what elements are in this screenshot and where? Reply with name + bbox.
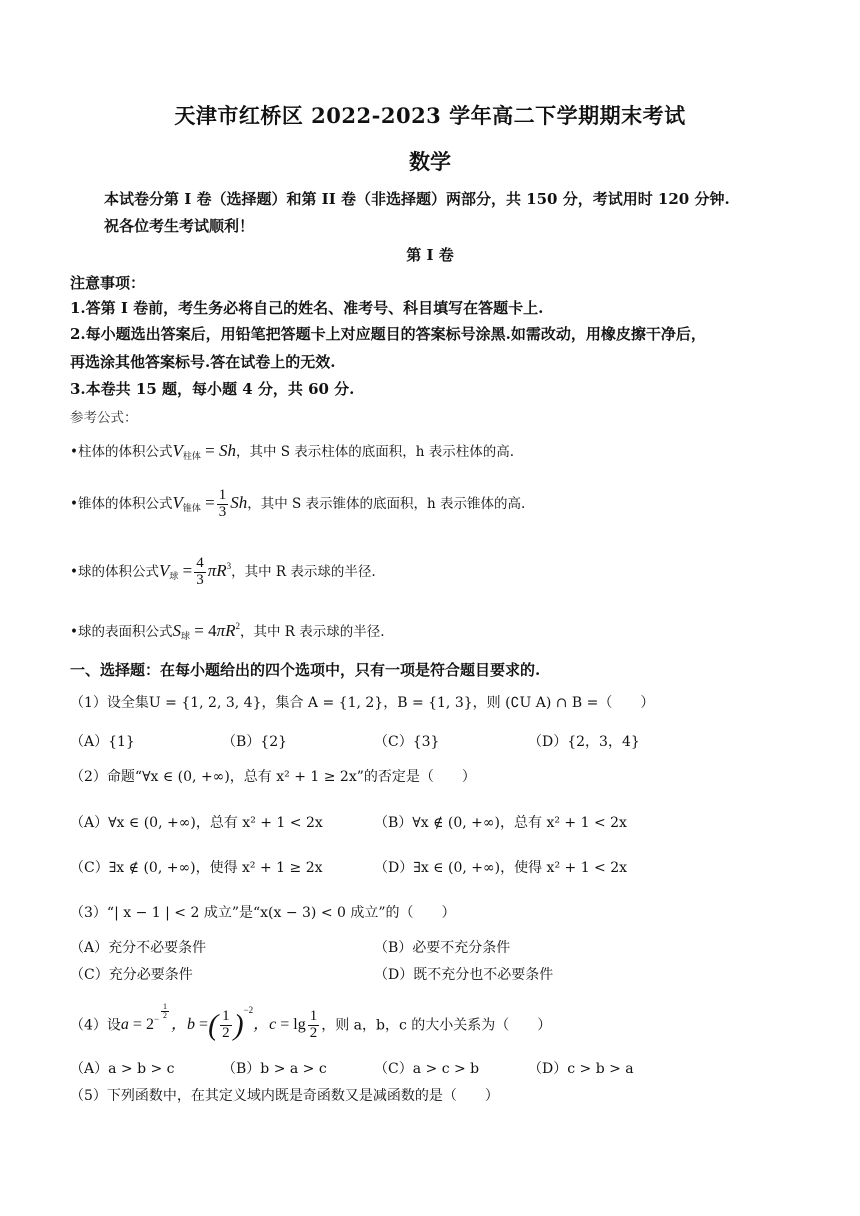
note-2b: 再选涂其他答案标号.答在试卷上的无效. [70, 353, 336, 371]
notes-title: 注意事项： [70, 274, 146, 292]
q1-option-c: （C）{3} [374, 734, 440, 750]
q1-option-b: （B）{2} [222, 734, 288, 750]
formula-sphere-volume-label: •球的体积公式 [70, 564, 159, 581]
q4-option-b: （B）b > a > c [222, 1061, 327, 1077]
formula-pyramid-volume [70, 488, 525, 521]
formula-prism-note: ，其中 S 表示柱体的底面积，h 表示柱体的高. [235, 444, 515, 460]
q1-option-a: （A）{1} [70, 734, 135, 750]
q2-stem: （2）命题“∀x ∈ (0, +∞)，总有 x² + 1 ≥ 2x”的否定是（ ） [70, 769, 476, 785]
formula-pyramid-note: ，其中 S 表示锥体的底面积，h 表示锥体的高. [247, 496, 526, 513]
note-1: 1.答第 I 卷前，考生务必将自己的姓名、准考号、科目填写在答题卡上. [70, 299, 544, 317]
formula-prism-math: $V_{柱体} = Sh$ [172, 441, 236, 461]
q4-stem-suffix: ，则 a，b，c 的大小关系为（ ） [321, 1017, 552, 1034]
q5-stem: （5）下列函数中，在其定义域内既是奇函数又是减函数的是（ ） [70, 1088, 499, 1104]
q2-option-c: （C）∃x ∉ (0, +∞)，使得 x² + 1 ≥ 2x [70, 860, 323, 876]
q4-stem-math: $a = 2^{- \frac{1}{2}}$ ，b =( $\frac{1}{2}$ )$^{-2}$，c = lg $\frac{1}{2}$ [120, 1002, 318, 1042]
note-3: 3.本卷共 15 题，每小题 4 分，共 60 分. [70, 380, 355, 398]
formula-prism-label: •柱体的体积公式 [70, 444, 173, 460]
q2-option-d: （D）∃x ∈ (0, +∞)，使得 x² + 1 < 2x [374, 860, 628, 876]
q1-stem: （1）设全集U = {1, 2, 3, 4}，集合 A = {1, 2}，B = {1, 3}，则 (∁U A) ∩ B =（ ） [70, 695, 655, 711]
formula-sphere-surface-note: ，其中 R 表示球的半径. [239, 624, 385, 640]
formula-prism-volume [70, 440, 514, 462]
intro-line-2: 祝各位考生考试顺利！ [104, 217, 255, 235]
q3-option-d: （D）既不充分也不必要条件 [374, 967, 554, 983]
formula-pyramid-label: •锥体的体积公式 [70, 496, 173, 513]
exam-title: 天津市红桥区 2022-2023 学年高二下学期期末考试 [174, 103, 686, 128]
q3-option-a: （A）充分不必要条件 [70, 940, 207, 956]
q3-option-c: （C）充分必要条件 [70, 967, 193, 983]
formula-sphere-volume-math: $V_球$ = $\frac{4}{3}$ $\pi R^3$ [158, 555, 232, 588]
exam-subject: 数学 [409, 149, 451, 174]
q3-option-b: （B）必要不充分条件 [374, 940, 511, 956]
note-2a: 2.每小题选出答案后，用铅笔把答题卡上对应题目的答案标号涂黑.如需改动，用橡皮擦干净后， [70, 325, 706, 343]
formulas-title: 参考公式： [70, 410, 138, 426]
formula-sphere-surface [70, 620, 385, 642]
q2-option-b: （B）∀x ∉ (0, +∞)，总有 x² + 1 < 2x [374, 815, 627, 831]
part-one-heading: 第 I 卷 [406, 246, 454, 264]
q4-stem [70, 1003, 551, 1042]
formula-sphere-volume-note: ，其中 R 表示球的半径. [231, 564, 376, 581]
q4-option-d: （D）c > b > a [528, 1061, 634, 1077]
formula-sphere-surface-math: $S_球 = 4\pi R^2$ [172, 621, 240, 641]
formula-sphere-volume [70, 556, 376, 589]
q4-stem-prefix: （4）设 [70, 1017, 121, 1034]
q1-option-d: （D）{2，3，4} [528, 734, 640, 750]
q2-option-a: （A）∀x ∈ (0, +∞)，总有 x² + 1 < 2x [70, 815, 323, 831]
q4-option-c: （C）a > c > b [374, 1061, 480, 1077]
q3-stem: （3）“| x − 1 | < 2 成立”是“x(x − 3) < 0 成立”的（ ） [70, 905, 456, 921]
formula-pyramid-math: $V_{锥体}$ = $\frac{1}{3}$ Sh [172, 487, 248, 520]
q4-option-a: （A）a > b > c [70, 1061, 175, 1077]
formula-sphere-surface-label: •球的表面积公式 [70, 624, 173, 640]
intro-line-1: 本试卷分第 I 卷（选择题）和第 II 卷（非选择题）两部分，共 150 分，考试用时 120 分钟. [104, 190, 730, 208]
section-1-heading: 一、选择题：在每小题给出的四个选项中，只有一项是符合题目要求的. [70, 661, 541, 679]
